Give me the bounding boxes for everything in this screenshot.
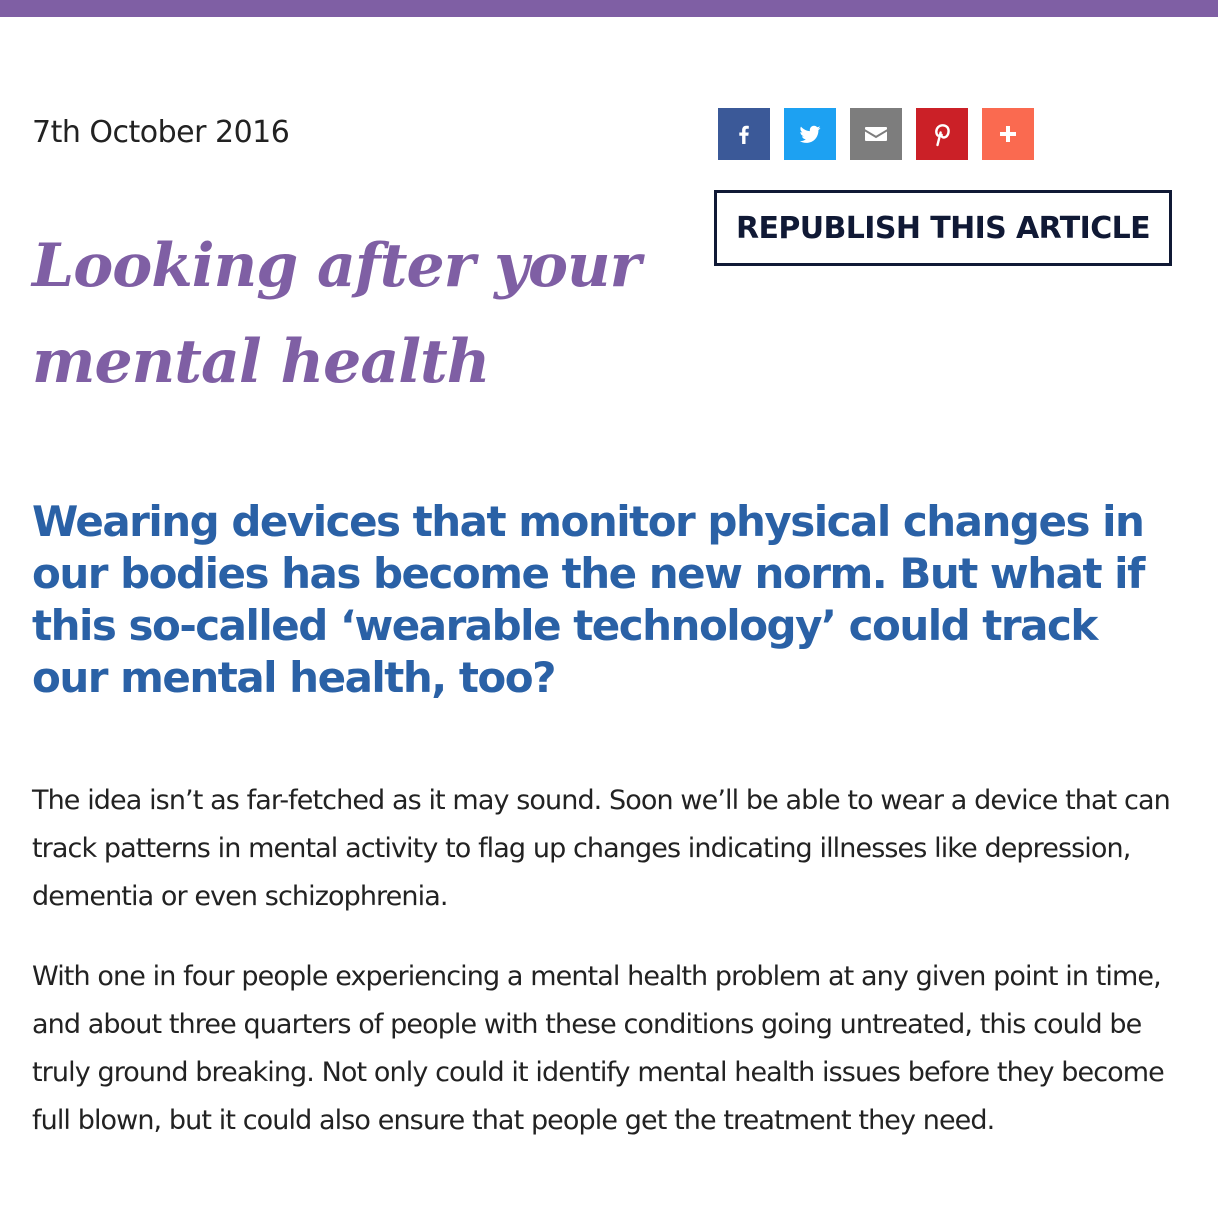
article-standfirst: Wearing devices that monitor physical changes in our bodies has become the new norm. But what if this so-called ‘wearable technology’ could track our mental health, too?	[32, 497, 1144, 702]
article-title: Looking after your mental health	[32, 231, 641, 397]
article-paragraph: With one in four people experiencing a mental health problem at any given point in time, and about three quarters of people with these conditions going untreated, this could be truly ground breaking. Not only could it identify mental health issues before they become full blown, but it could also ensure that people get the treatment they need.	[32, 961, 1164, 1136]
pinterest-icon	[931, 121, 953, 147]
republish-article-button[interactable]: REPUBLISH THIS ARTICLE	[714, 190, 1172, 266]
article-paragraph: The idea isn’t as far-fetched as it may sound. Soon we’ll be able to wear a device that can track patterns in mental activity to flag up changes indicating illnesses like depression, dementia or even schizophrenia.	[32, 785, 1170, 912]
share-buttons	[718, 108, 1034, 160]
twitter-share-button[interactable]	[784, 108, 836, 160]
email-share-button[interactable]	[850, 108, 902, 160]
email-icon	[864, 124, 888, 144]
more-share-button[interactable]	[982, 108, 1034, 160]
more-share-icon	[999, 125, 1017, 143]
twitter-icon	[797, 122, 823, 146]
facebook-share-button[interactable]	[718, 108, 770, 160]
facebook-icon	[732, 122, 756, 146]
article-date: 7th October 2016	[32, 115, 290, 150]
top-accent-bar	[0, 0, 1218, 17]
pinterest-share-button[interactable]	[916, 108, 968, 160]
